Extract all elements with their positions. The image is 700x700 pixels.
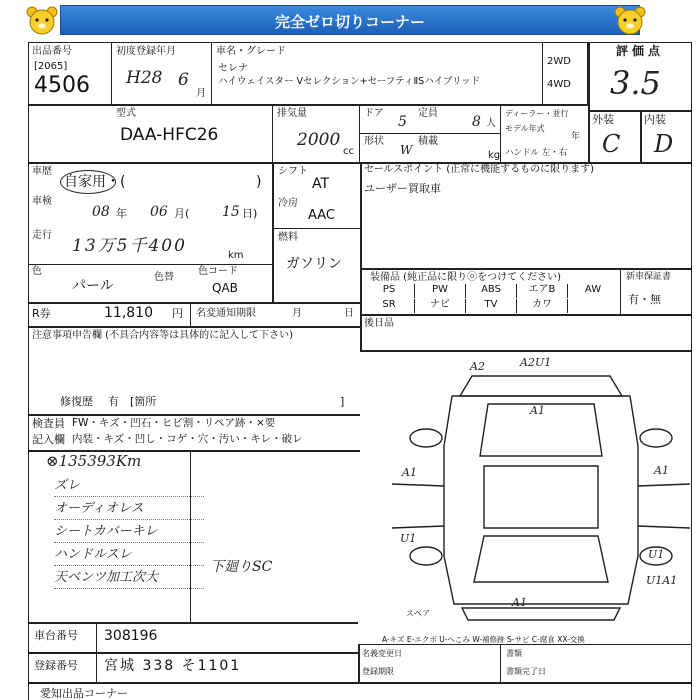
color-top-line — [28, 264, 272, 265]
handwritten-note: オーディオレス — [54, 497, 204, 520]
fuel-top-line — [272, 228, 360, 229]
name-line1: セレナ — [218, 63, 248, 74]
rating-score: 3.5 — [610, 64, 661, 102]
car-outline-icon — [392, 356, 690, 628]
shift-value: AT — [312, 176, 330, 192]
header — [0, 0, 700, 40]
equipment-top-line — [360, 268, 692, 270]
exterior-grade: C — [602, 130, 621, 158]
shape-value: W — [400, 143, 413, 157]
shape-label: 形状 — [364, 136, 384, 147]
reg-top-line — [28, 652, 358, 654]
name-grade-cell — [212, 42, 542, 104]
damage-mark-6: U1 — [400, 532, 417, 545]
header-title: 完全ゼロ切りコーナー — [274, 13, 425, 31]
equipment-row2 — [364, 299, 618, 313]
name-notice-month: 月 — [292, 308, 302, 319]
sales-point-value: ユーザー買取車 — [364, 182, 441, 195]
damage-mark-4: A1 — [402, 466, 417, 479]
checker-label1: 検査員 — [32, 417, 65, 430]
inspection-label: 車検 — [32, 196, 52, 207]
listing-cell — [28, 42, 112, 104]
doors-label: ドア — [364, 108, 384, 119]
plate-label: 車台番号 — [34, 629, 78, 642]
rating-cell — [588, 42, 692, 162]
handwritten-note: ズレ — [54, 474, 204, 497]
displacement-value: 2000 — [297, 130, 341, 150]
warranty-value: 有・無 — [628, 293, 661, 306]
spare-label: スペア — [406, 609, 430, 618]
rating-border — [588, 42, 590, 162]
rating-split — [640, 110, 642, 162]
handwritten-note: ハンドルスレ — [54, 543, 204, 566]
notes-label: 注意事項申告欄 (不具合内容等は具体的に記入して下さい) — [32, 330, 293, 341]
equipment-item: ABS — [466, 284, 517, 298]
equipment-item: ナビ — [415, 299, 466, 313]
reg-label: 登録番号 — [34, 659, 78, 672]
damage-mark-7: U1 — [648, 548, 665, 561]
name-line2: ハイウェイスター Vセレクション+セーフティⅡSハイブリッド — [218, 76, 481, 87]
bear-mascot-icon — [612, 4, 648, 36]
r-ticket-split — [190, 302, 191, 326]
dealer-cell — [500, 104, 588, 162]
name-notice-label: 名変通知期限 — [196, 308, 256, 319]
inspection-year-unit: 年 — [116, 207, 127, 220]
bottom-grid-split — [500, 644, 501, 682]
history-circle-mark — [60, 170, 116, 194]
mileage-value: 13万5千400 — [72, 236, 187, 256]
history-label: 車歴 — [32, 166, 52, 177]
plate-top-line — [28, 622, 358, 624]
sales-point-cell — [364, 164, 690, 194]
checker-top-line — [28, 414, 360, 416]
bottom-split — [358, 644, 360, 682]
inspection-day: 15 — [222, 204, 240, 220]
exterior-label: 外装 — [592, 113, 614, 126]
inspection-month-unit: 月( — [174, 207, 190, 220]
doors-value: 5 — [398, 114, 407, 130]
equipment-item: カワ — [517, 299, 568, 313]
color-code-label: 色コード — [198, 266, 238, 277]
registration-era: H28 — [126, 68, 163, 88]
bottom-line — [28, 682, 692, 684]
aftermarket-label: 後日品 — [364, 318, 394, 329]
warranty-split — [620, 268, 621, 314]
repair-place: [箇所 — [130, 395, 157, 408]
capacity-label: 定員 — [418, 108, 438, 119]
registration-month: 6 — [178, 70, 189, 90]
dealer-label: ディーラー・並行 — [505, 109, 569, 118]
checker-label2: 記入欄 — [32, 433, 65, 446]
color-code: QAB — [212, 281, 238, 295]
handwritten-note: シートカバーキレ — [54, 520, 204, 543]
r-ticket-unit: 円 — [172, 307, 183, 320]
listing-label: 出品番号 — [32, 46, 72, 57]
mileage-unit: km — [228, 250, 244, 261]
displacement-cell — [272, 104, 360, 162]
listing-sub: [2065] — [34, 61, 68, 72]
registration-month-unit: 月 — [196, 88, 206, 99]
car-diagram — [392, 356, 690, 628]
inspection-year: 08 — [92, 204, 110, 220]
repair-close: ] — [340, 395, 345, 408]
aftermarket-top-line — [360, 314, 692, 316]
name-notice-day: 日 — [344, 308, 354, 319]
drive-cell — [542, 42, 588, 104]
color-label: 色 — [32, 266, 42, 277]
displacement-unit: cc — [343, 146, 354, 157]
equipment-item: PW — [415, 284, 466, 298]
repair-label: 修復歴 — [60, 395, 93, 408]
handwritten-notes — [54, 474, 204, 589]
name-label: 車名・グレード — [216, 46, 286, 57]
damage-mark-8: U1A1 — [646, 574, 678, 587]
handwritten-side-note: 下廻りSC — [210, 559, 273, 575]
drive-4wd: 4WD — [547, 79, 571, 90]
doc-label: 書類 — [506, 649, 522, 658]
row3-split1 — [272, 162, 274, 302]
sales-point-label: セールスポイント (正常に機能するものに限ります) — [364, 164, 595, 175]
ac-label: 冷房 — [278, 198, 298, 209]
history-close: ) — [256, 174, 262, 190]
repair-value: 有 — [108, 395, 119, 408]
listing-number: 4506 — [34, 73, 90, 98]
fuel-label: 燃料 — [278, 232, 298, 243]
mileage-label: 走行 — [32, 230, 52, 241]
model-year-label: モデル年式 — [505, 124, 545, 133]
equipment-label: 装備品 (純正品に限りⓞをつけてください) — [370, 272, 561, 283]
color-value: パール — [72, 278, 114, 294]
deadline-label: 登録期限 — [362, 667, 394, 676]
color-change-label: 色替 — [154, 272, 174, 283]
bear-mascot-icon — [24, 4, 60, 36]
equipment-item: TV — [466, 299, 517, 313]
doors-mid-line — [360, 133, 500, 134]
capacity-value: 8 — [472, 114, 481, 130]
r-ticket-top-line — [28, 302, 360, 304]
model-cell — [112, 104, 272, 162]
row3-split2 — [360, 162, 362, 350]
load-label: 積載 — [418, 136, 438, 147]
equipment-row1 — [364, 284, 618, 298]
fuel-value: ガソリン — [286, 256, 342, 272]
done-label: 書類完了日 — [506, 667, 546, 676]
aftermarket-bottom-line — [360, 350, 692, 352]
handwritten-mileage: ⊗135393Km — [46, 452, 142, 470]
diagram-legend: A-キズ E-エクボ U-へこみ W-補修跡 S-サビ C-腐食 XX-交換 — [382, 635, 585, 644]
equipment-item: AW — [584, 284, 602, 295]
notes-top-line — [28, 326, 360, 328]
damage-mark-3: A1 — [530, 404, 545, 417]
header-bar — [60, 5, 640, 35]
handle-label: ハンドル 左・右 — [505, 148, 568, 158]
plate-value: 308196 — [104, 628, 158, 644]
ac-value: AAC — [308, 208, 335, 223]
drive-2wd: 2WD — [547, 56, 571, 67]
history-value: 自家用・( — [64, 174, 126, 190]
reg-value: 宮城 338 そ1101 — [104, 658, 242, 674]
year-unit: 年 — [571, 132, 581, 142]
registration-label: 初度登録年月 — [116, 46, 176, 57]
equipment-item: PS — [364, 284, 415, 298]
bottom-corner-label: 愛知出品コーナー — [40, 687, 128, 700]
damage-mark-5: A1 — [654, 464, 669, 477]
inspection-month: 06 — [150, 204, 168, 220]
equipment-item: SR — [364, 299, 415, 313]
registration-cell — [112, 42, 212, 104]
interior-label: 内装 — [644, 113, 666, 126]
inspection-day-unit: 日) — [242, 207, 258, 220]
handwritten-note: 天ベンツ加工次大 — [54, 566, 204, 589]
r-ticket-value: 11,810 — [104, 305, 153, 321]
rating-label: 評価点 — [615, 44, 664, 58]
damage-mark-9: A1 — [512, 596, 527, 609]
load-unit: kg — [488, 150, 501, 161]
model-label: 型式 — [116, 108, 136, 119]
checker-row2: 内装・キズ・凹し・コゲ・穴・汚い・キレ・破レ — [72, 433, 303, 445]
name-change-label: 名義変更日 — [362, 649, 402, 658]
displacement-label: 排気量 — [277, 108, 307, 119]
checker-row1: FW・キズ・凹石・ヒビ割・リペア跡・×要 — [72, 417, 276, 429]
model-value: DAA-HFC26 — [120, 125, 219, 145]
damage-mark-1: A2 — [470, 360, 485, 373]
bottom-grid-top — [358, 644, 692, 645]
capacity-unit: 人 — [486, 118, 496, 129]
warranty-label: 新車保証書 — [626, 272, 672, 282]
equipment-item — [568, 299, 618, 313]
interior-grade: D — [654, 130, 674, 158]
equipment-item: エアB — [517, 284, 568, 298]
damage-mark-2: A2U1 — [520, 356, 552, 369]
r-ticket-label: R券 — [32, 307, 51, 320]
shift-label: シフト — [278, 166, 308, 177]
